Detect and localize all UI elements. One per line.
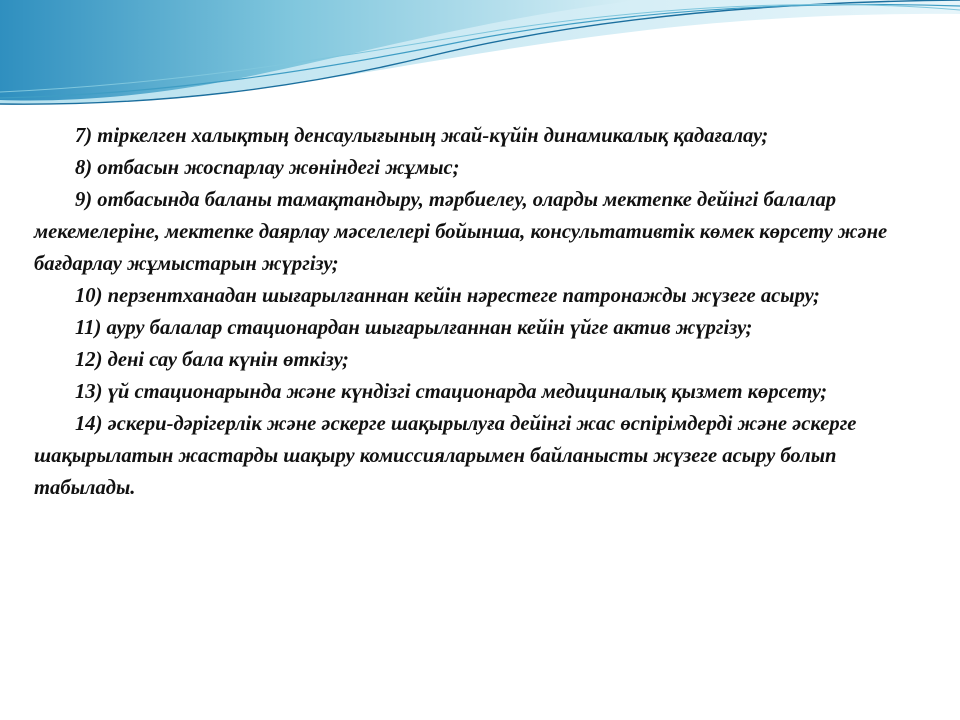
list-item-11: 11) ауру балалар стационардан шығарылғаннан кейін үйге актив жүргізу; bbox=[75, 317, 753, 339]
list-item-8: 8) отбасын жоспарлау жөніндегі жұмыс; bbox=[75, 157, 460, 179]
list-item-9: 9) отбасында баланы тамақтандыру, тәрбиелеу, оларды мектепке дейінгі балалар мекемелеріне, мектепке даярлау мәселелері бойынша, консультативтік көмек көрсету және бағдарлау жұмыстарын жүргізу; bbox=[34, 189, 888, 275]
list-item-7: 7) тіркелген халықтың денсаулығының жай-күйін динамикалық қадағалау; bbox=[75, 125, 769, 147]
list-item-10: 10) перзентханадан шығарылғаннан кейін нәрестеге патронажды жүзеге асыру; bbox=[75, 285, 820, 307]
list-item-12: 12) дені сау бала күнін өткізу; bbox=[75, 349, 349, 371]
list-item-13: 13) үй стационарында және күндізгі стационарда медициналық қызмет көрсету; bbox=[75, 381, 828, 403]
slide-body bbox=[34, 120, 934, 504]
list-item-14: 14) әскери-дәрігерлік және әскерге шақырылуға дейінгі жас өспірімдерді және әскерге шақырылатын жастарды шақыру комиссияларымен байланысты жүзеге асыру болып табылады. bbox=[34, 413, 857, 499]
decorative-wave-header bbox=[0, 0, 960, 112]
